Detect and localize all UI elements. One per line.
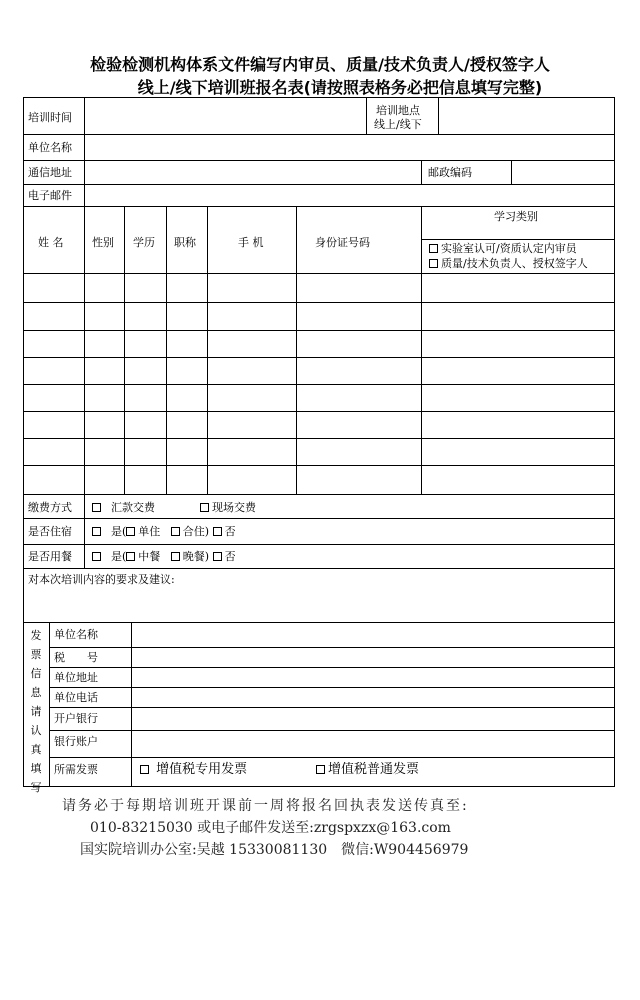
footer-line1: 请务必于每期培训班开课前一周将报名回执表发送传真至: bbox=[62, 798, 469, 814]
checkbox-icon bbox=[429, 244, 438, 253]
invoice-vertical-label: 发 票 信 息 请 认 真 填 写 bbox=[30, 629, 42, 794]
mail-address-label: 通信地址 bbox=[28, 166, 72, 179]
col-title-header: 职称 bbox=[174, 236, 196, 249]
invoice-tax-label: 税 号 bbox=[54, 651, 98, 664]
no-label: 否 bbox=[224, 525, 236, 538]
checkbox-icon bbox=[92, 527, 101, 536]
training-time-label: 培训时间 bbox=[28, 111, 72, 124]
yes-label: 是( bbox=[111, 550, 127, 563]
checkbox-icon bbox=[126, 527, 135, 536]
payment-label: 缴费方式 bbox=[28, 501, 72, 514]
invoice-account-label: 银行账户 bbox=[54, 735, 98, 748]
checkbox-icon bbox=[171, 527, 180, 536]
email-label: 电子邮件 bbox=[28, 189, 72, 202]
payment-option-2-label: 现场交费 bbox=[212, 501, 256, 514]
registration-form bbox=[23, 97, 615, 794]
yes-label: 是( bbox=[111, 525, 127, 538]
training-mode-label: 线上/线下 bbox=[374, 118, 422, 131]
meal-dinner-label: 晚餐) bbox=[182, 550, 210, 563]
payment-option-1[interactable] bbox=[92, 501, 155, 514]
col-phone-header: 手 机 bbox=[238, 236, 264, 249]
checkbox-icon bbox=[92, 503, 101, 512]
no-label: 否 bbox=[224, 550, 236, 563]
study-option-1-label: 实验室认可/资质认定内审员 bbox=[441, 242, 577, 255]
invoice-type-label: 所需发票 bbox=[54, 763, 98, 776]
invoice-unit-label: 单位名称 bbox=[54, 628, 98, 641]
checkbox-icon bbox=[213, 527, 222, 536]
invoice-option-normal-label: 增值税普通发票 bbox=[328, 762, 420, 777]
invoice-option-special[interactable] bbox=[140, 763, 247, 776]
study-option-2-label: 质量/技术负责人、授权签字人 bbox=[441, 257, 588, 270]
study-type-header: 学习类别 bbox=[494, 210, 538, 223]
form-title-line2: 线上/线下培训班报名表(请按照表格务必把信息填写完整) bbox=[137, 78, 543, 97]
invoice-address-label: 单位地址 bbox=[54, 671, 98, 684]
invoice-option-special-label: 增值税专用发票 bbox=[156, 762, 248, 777]
lodging-label: 是否住宿 bbox=[28, 525, 72, 538]
postal-code-label: 邮政编码 bbox=[428, 166, 472, 179]
invoice-option-normal[interactable] bbox=[316, 763, 419, 776]
lodging-shared-label: 合住) bbox=[182, 525, 210, 538]
footer-line2: 010-83215030 或电子邮件发送至:zrgspxzx@163.com bbox=[90, 820, 451, 836]
suggestion-label: 对本次培训内容的要求及建议: bbox=[28, 573, 175, 586]
checkbox-icon bbox=[213, 552, 222, 561]
footer-line3: 国实院培训办公室:吴越 15330081130 微信:W904456979 bbox=[80, 842, 469, 858]
meal-options[interactable] bbox=[92, 550, 236, 563]
checkbox-icon bbox=[140, 765, 149, 774]
checkbox-icon bbox=[171, 552, 180, 561]
checkbox-icon bbox=[316, 765, 325, 774]
lodging-single-label: 单住 bbox=[138, 525, 161, 538]
col-gender-header: 性别 bbox=[92, 236, 114, 249]
training-location-label: 培训地点 bbox=[376, 104, 420, 117]
meal-label: 是否用餐 bbox=[28, 550, 72, 563]
checkbox-icon bbox=[429, 259, 438, 268]
checkbox-icon bbox=[200, 503, 209, 512]
meal-lunch-label: 中餐 bbox=[138, 550, 161, 563]
col-name-header: 姓 名 bbox=[38, 236, 64, 249]
checkbox-icon bbox=[92, 552, 101, 561]
invoice-phone-label: 单位电话 bbox=[54, 691, 98, 704]
invoice-bank-label: 开户银行 bbox=[54, 712, 98, 725]
col-id-header: 身份证号码 bbox=[315, 236, 370, 249]
lodging-options[interactable] bbox=[92, 525, 236, 538]
checkbox-icon bbox=[126, 552, 135, 561]
study-option-2[interactable] bbox=[429, 257, 588, 270]
col-education-header: 学历 bbox=[133, 236, 155, 249]
study-option-1[interactable] bbox=[429, 242, 577, 255]
unit-name-label: 单位名称 bbox=[28, 141, 72, 154]
form-title-line1: 检验检测机构体系文件编写内审员、质量/技术负责人/授权签字人 bbox=[90, 55, 550, 74]
payment-option-2[interactable] bbox=[200, 501, 256, 514]
payment-option-1-label: 汇款交费 bbox=[111, 501, 155, 514]
